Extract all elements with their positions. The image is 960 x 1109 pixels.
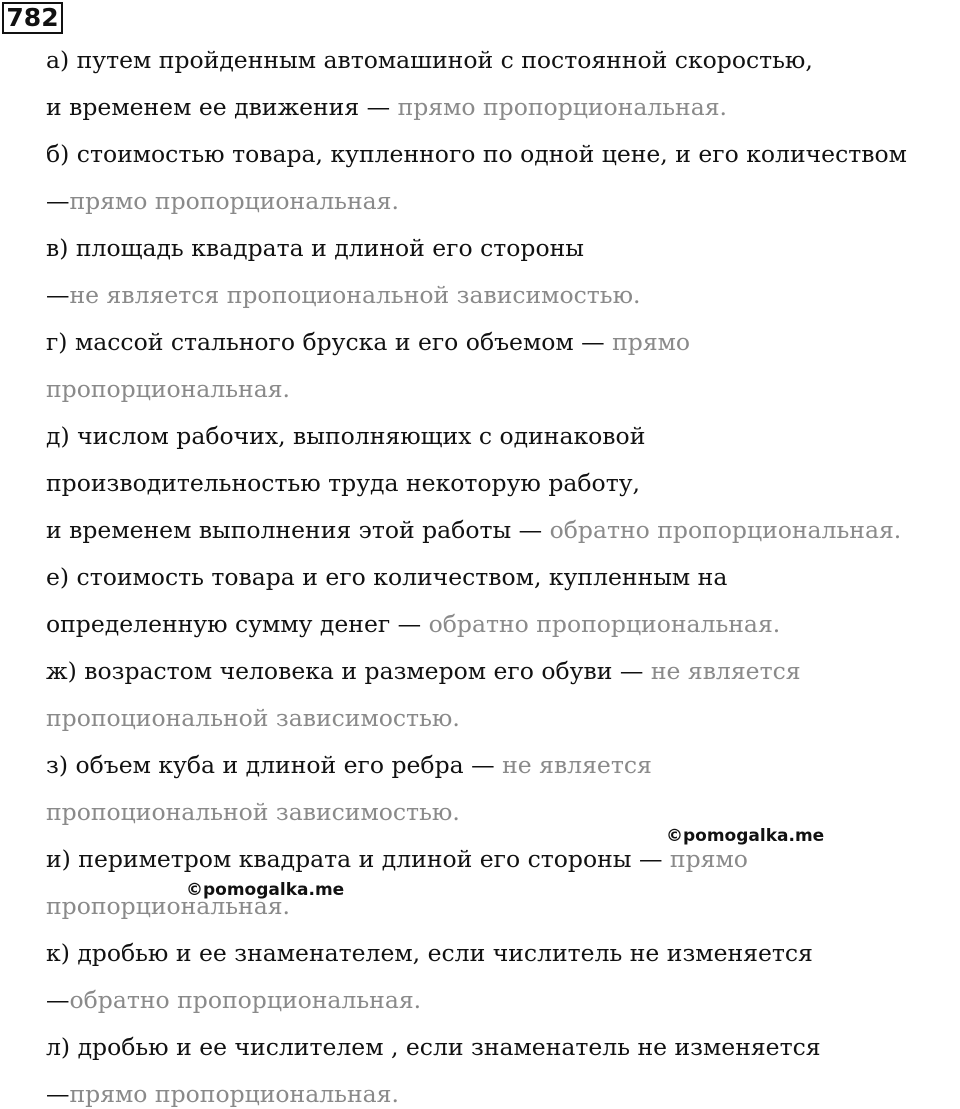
line-main-text: к) дробью и ее знаменателем, если числитель не изменяется	[46, 939, 813, 967]
line-main-text: ж) возрастом человека и размером его обуви —	[46, 657, 651, 685]
line-answer-text: пропоциональной зависимостью.	[46, 798, 460, 826]
line-main-text: и временем выполнения этой работы —	[46, 516, 550, 544]
text-line	[46, 45, 813, 75]
text-line	[46, 656, 801, 686]
text-line	[46, 797, 460, 827]
text-line	[46, 1032, 821, 1062]
line-answer-text: не является пропоциональной зависимостью.	[69, 281, 641, 309]
line-main-text: и временем ее движения —	[46, 93, 398, 121]
line-main-text: определенную сумму денег —	[46, 610, 429, 638]
line-answer-text: пропорциональная.	[46, 375, 290, 403]
text-line	[46, 233, 584, 263]
line-answer-text: пропорциональная.	[46, 892, 290, 920]
text-line	[46, 515, 901, 545]
text-line	[46, 374, 290, 404]
line-answer-text: прямо пропорциональная.	[69, 187, 399, 215]
text-line	[46, 92, 727, 122]
line-main-text: е) стоимость товара и его количеством, купленным на	[46, 563, 728, 591]
line-main-text: —	[46, 187, 70, 215]
line-answer-text: прямо пропорциональная.	[69, 1080, 399, 1108]
line-answer-text: обратно пропорциональная.	[428, 610, 781, 638]
text-line	[46, 985, 421, 1015]
text-line	[46, 703, 460, 733]
line-answer-text: пропоциональной зависимостью.	[46, 704, 460, 732]
line-main-text: г) массой стального бруска и его объемом —	[46, 328, 613, 356]
line-main-text: з) объем куба и длиной его ребра —	[46, 751, 503, 779]
text-line	[46, 1079, 399, 1109]
text-line	[46, 938, 813, 968]
text-line	[46, 327, 690, 357]
line-main-text: а) путем пройденным автомашиной с постоянной скоростью,	[46, 46, 813, 74]
line-main-text: б) стоимостью товара, купленного по одной цене, и его количеством	[46, 140, 907, 168]
watermark-1: ©pomogalka.me	[666, 826, 825, 846]
line-answer-text: обратно пропорциональная.	[69, 986, 422, 1014]
line-main-text: в) площадь квадрата и длиной его стороны	[46, 234, 584, 262]
line-main-text: —	[46, 1080, 70, 1108]
text-line	[46, 280, 641, 310]
text-line	[46, 186, 399, 216]
line-answer-text: не является	[650, 657, 801, 685]
text-line	[46, 468, 640, 498]
text-line	[46, 750, 652, 780]
line-main-text: и) периметром квадрата и длиной его стороны —	[46, 845, 670, 873]
text-line	[46, 844, 748, 874]
line-main-text: л) дробью и ее числителем , если знаменатель не изменяется	[46, 1033, 821, 1061]
line-answer-text: прямо	[669, 845, 748, 873]
line-answer-text: обратно пропорциональная.	[549, 516, 902, 544]
text-line	[46, 139, 907, 169]
line-answer-text: не является	[502, 751, 652, 779]
line-main-text: производительностью труда некоторую работу,	[46, 469, 640, 497]
line-answer-text: прямо	[612, 328, 691, 356]
text-line	[46, 421, 645, 451]
line-answer-text: прямо пропорциональная.	[397, 93, 728, 121]
text-line	[46, 562, 727, 592]
line-main-text: —	[46, 986, 70, 1014]
line-main-text: д) числом рабочих, выполняющих с одинаковой	[46, 422, 646, 450]
watermark-2: ©pomogalka.me	[186, 880, 345, 900]
line-main-text: —	[46, 281, 70, 309]
problem-number: 782	[2, 2, 63, 34]
text-line	[46, 609, 780, 639]
